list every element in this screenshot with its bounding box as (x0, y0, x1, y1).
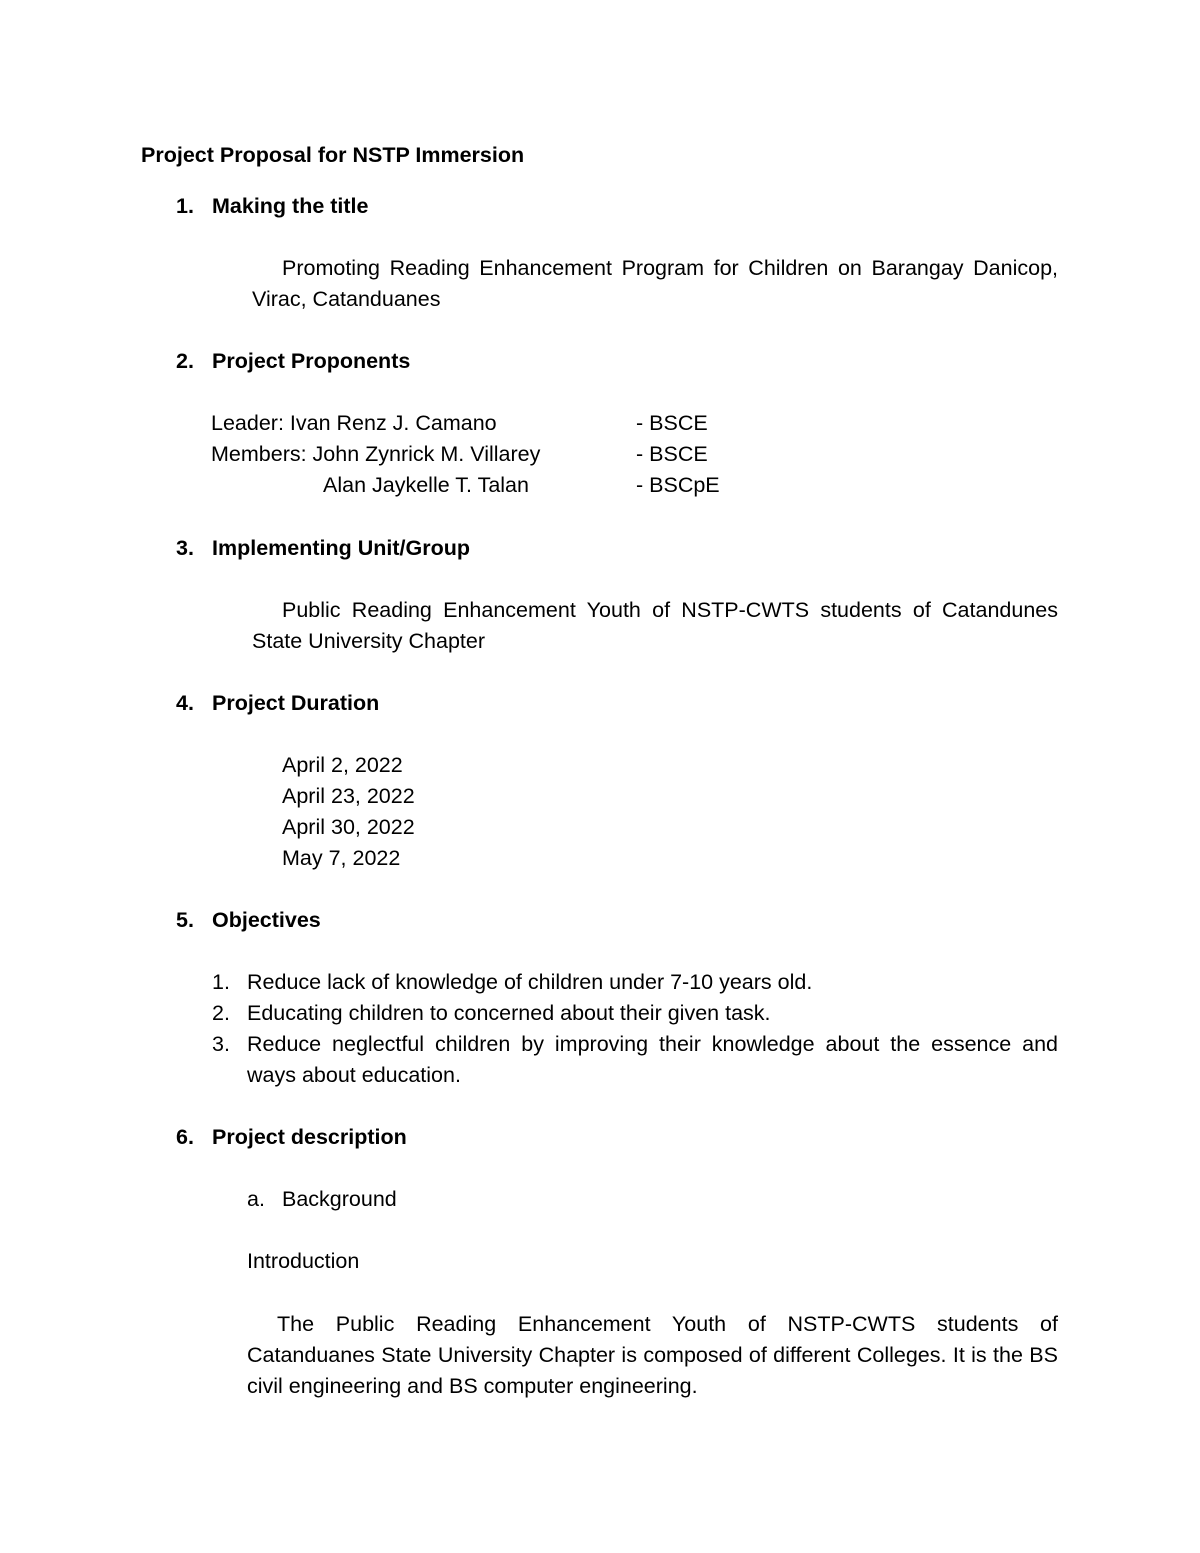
subsection-letter: a. (247, 1187, 265, 1211)
section-title: Project Proponents (212, 349, 411, 373)
duration-date: April 30, 2022 (282, 815, 415, 839)
objective-text: Reduce neglectful children by improving their knowledge about the essence and ways about education. (247, 1032, 1058, 1087)
section-number: 2. (176, 349, 194, 373)
implementing-unit-text: Public Reading Enhancement Youth of NSTP-CWTS students of Catandunes State University Chapter (252, 598, 1058, 653)
member-name: Members: John Zynrick M. Villarey (211, 442, 541, 466)
objective-number: 1. (212, 970, 230, 994)
section-number: 4. (176, 691, 194, 715)
section-title: Project description (212, 1125, 407, 1149)
project-title-text: Promoting Reading Enhancement Program for Children on Barangay Danicop, Virac, Catanduanes (252, 256, 1058, 311)
document-title: Project Proposal for NSTP Immersion (141, 143, 525, 167)
section-heading-description (176, 1122, 407, 1153)
objective-text: Educating children to concerned about their given task. (247, 1001, 771, 1025)
member-course: - BSCpE (636, 473, 720, 497)
duration-date: April 23, 2022 (282, 784, 415, 808)
leader-course: - BSCE (636, 411, 708, 435)
duration-date: April 2, 2022 (282, 753, 403, 777)
objective-number: 2. (212, 1001, 230, 1025)
section-number: 5. (176, 908, 194, 932)
section-title: Making the title (212, 194, 369, 218)
objective-text: Reduce lack of knowledge of children under 7-10 years old. (247, 970, 813, 994)
section-heading-duration (176, 688, 379, 719)
section-heading-implementing-unit (176, 533, 470, 564)
introduction-text: The Public Reading Enhancement Youth of NSTP-CWTS students of Catanduanes State University Chapter is composed of different Colleges. It is the BS civil engineering and BS computer engineering. (247, 1312, 1058, 1398)
section-number: 3. (176, 536, 194, 560)
member-course: - BSCE (636, 442, 708, 466)
subsection-heading: Background (282, 1187, 397, 1211)
section-title: Implementing Unit/Group (212, 536, 470, 560)
section-number: 6. (176, 1125, 194, 1149)
duration-date: May 7, 2022 (282, 846, 401, 870)
section-heading-proponents (176, 346, 410, 377)
leader-name: Leader: Ivan Renz J. Camano (211, 411, 497, 435)
section-title: Project Duration (212, 691, 380, 715)
member-name: Alan Jaykelle T. Talan (323, 473, 529, 497)
section-title: Objectives (212, 908, 321, 932)
section-heading-objectives (176, 905, 321, 936)
objective-number: 3. (212, 1032, 230, 1056)
section-heading-making-title (176, 191, 368, 222)
introduction-label: Introduction (247, 1249, 360, 1273)
section-number: 1. (176, 194, 194, 218)
